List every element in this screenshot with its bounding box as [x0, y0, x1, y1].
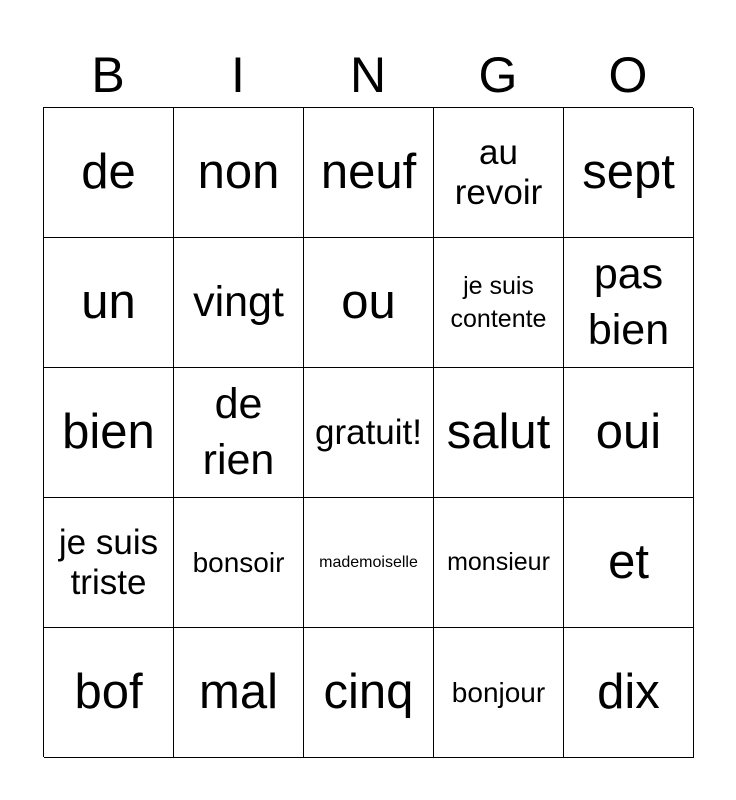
cell-label: salut	[446, 404, 551, 459]
bingo-cell[interactable]	[44, 498, 174, 628]
bingo-cell[interactable]	[304, 108, 434, 238]
bingo-cell[interactable]	[304, 498, 434, 628]
bingo-cell[interactable]	[434, 628, 564, 758]
cell-label: de	[81, 144, 136, 199]
header-letter-g: G	[478, 47, 518, 103]
bingo-cell[interactable]	[174, 628, 304, 758]
bingo-cell[interactable]	[434, 368, 564, 498]
bingo-cell[interactable]	[44, 108, 174, 238]
bingo-cell[interactable]	[174, 498, 304, 628]
cell-label: mal	[199, 664, 278, 719]
cell-label: non	[197, 144, 280, 199]
bingo-cell[interactable]	[174, 108, 304, 238]
cell-label: dix	[597, 664, 660, 719]
cell-label: neuf	[320, 144, 417, 199]
bingo-cell[interactable]	[304, 628, 434, 758]
header-letter-o: O	[608, 47, 648, 103]
cell-label: bonsoir	[192, 546, 285, 578]
cell-label: pas bien	[587, 250, 670, 354]
bingo-header	[43, 44, 693, 106]
bingo-cell[interactable]	[174, 238, 304, 368]
cell-label: vingt	[193, 277, 284, 326]
bingo-cell[interactable]	[434, 498, 564, 628]
cell-label: sept	[582, 144, 675, 199]
bingo-cell[interactable]	[564, 368, 694, 498]
bingo-cell[interactable]	[434, 108, 564, 238]
cell-label: et	[608, 534, 649, 589]
cell-label: ou	[341, 274, 396, 329]
cell-label: bonjour	[451, 676, 546, 708]
header-letter-n: N	[349, 47, 387, 103]
bingo-board	[43, 107, 693, 757]
bingo-cell[interactable]	[174, 368, 304, 498]
cell-label: au revoir	[454, 132, 543, 212]
cell-label: cinq	[323, 664, 414, 719]
bingo-cell[interactable]	[304, 368, 434, 498]
bingo-cell[interactable]	[564, 238, 694, 368]
bingo-cell[interactable]	[304, 238, 434, 368]
header-letter-i: I	[231, 47, 245, 103]
cell-label: de rien	[202, 380, 275, 484]
bingo-cell[interactable]	[564, 108, 694, 238]
cell-label: un	[81, 274, 136, 329]
cell-label: je suis contente	[450, 272, 547, 333]
bingo-cell[interactable]	[564, 628, 694, 758]
bingo-cell[interactable]	[564, 498, 694, 628]
cell-label: je suis triste	[58, 522, 159, 602]
bingo-cell[interactable]	[44, 238, 174, 368]
cell-label: monsieur	[447, 548, 550, 577]
cell-label: bien	[62, 404, 155, 459]
bingo-cell[interactable]	[44, 628, 174, 758]
cell-label: bof	[74, 664, 143, 719]
bingo-cell[interactable]	[434, 238, 564, 368]
header-letter-b: B	[91, 47, 125, 103]
cell-label: mademoiselle	[319, 553, 418, 571]
cell-label: gratuit!	[315, 412, 422, 452]
bingo-cell[interactable]	[44, 368, 174, 498]
cell-label: oui	[595, 404, 662, 459]
